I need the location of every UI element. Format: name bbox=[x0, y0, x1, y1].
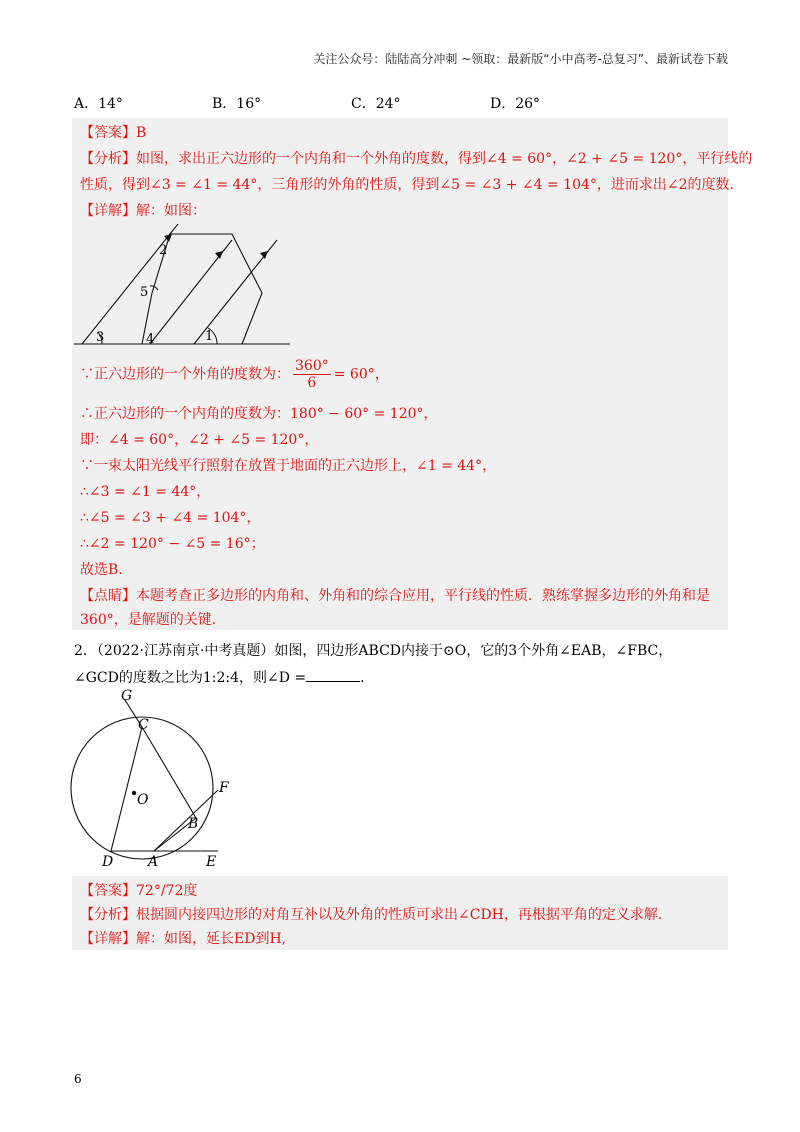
step1-suffix: = 60°， bbox=[333, 366, 389, 383]
detail-tag: 【详解】 bbox=[80, 203, 136, 219]
label-B: B bbox=[188, 816, 199, 832]
q1-step5: ∴∠3 = ∠1 = 44°， bbox=[80, 484, 211, 500]
q2-question-end: . bbox=[360, 670, 365, 686]
q2-question-line2 bbox=[74, 667, 365, 687]
q1-step4: ∵一束太阳光线平行照射在放置于地面的正六边形上，∠1 = 44°， bbox=[80, 458, 497, 474]
q2-answer-line bbox=[80, 880, 197, 900]
q1-step2: ∴正六边形的一个内角的度数为：180° − 60° = 120°， bbox=[80, 406, 438, 422]
analysis-tag: 【分析】 bbox=[80, 907, 136, 923]
page-number: 6 bbox=[74, 1072, 82, 1086]
analysis-text-1: 如图，求出正六边形的一个内角和一个外角的度数，得到∠4 = 60°，∠2 + ∠5 = 120°，平行线的 bbox=[136, 151, 753, 167]
q2-detail-line bbox=[80, 928, 286, 948]
circle-figure bbox=[66, 688, 236, 873]
option-b: B．16° bbox=[212, 96, 262, 112]
q1-analysis-line1 bbox=[80, 148, 752, 168]
answer-value: B bbox=[136, 125, 147, 141]
answer-blank bbox=[306, 669, 360, 682]
comment-tag: 【点睛】 bbox=[80, 588, 136, 604]
detail-text: 解：如图，延长ED到H, bbox=[136, 931, 287, 947]
option-d: D．26° bbox=[490, 96, 541, 112]
answer-tag: 【答案】 bbox=[80, 125, 136, 141]
page-header: 关注公众号：陆陆高分冲刺 ~领取：最新版“小中高考-总复习”、最新试卷下载 bbox=[313, 52, 728, 66]
label-D: D bbox=[102, 854, 114, 870]
q1-answer-line bbox=[80, 122, 146, 142]
detail-intro: 解：如图： bbox=[136, 203, 206, 219]
option-c: C．24° bbox=[351, 96, 401, 112]
label-A: A bbox=[148, 854, 159, 870]
hexagon-figure bbox=[72, 224, 302, 354]
answer-tag: 【答案】 bbox=[80, 883, 136, 899]
figure-label-1: 1 bbox=[205, 329, 214, 344]
figure-label-5: 5 bbox=[140, 285, 149, 300]
q1-comment-line1 bbox=[80, 585, 710, 605]
label-E: E bbox=[206, 854, 217, 870]
figure-label-3: 3 bbox=[96, 330, 105, 345]
analysis-text: 根据圆内接四边形的对角互补以及外角的性质可求出∠CDH，再根据平角的定义求解. bbox=[136, 907, 663, 923]
label-F: F bbox=[219, 780, 229, 796]
detail-tag: 【详解】 bbox=[80, 931, 136, 947]
q2-solution-block bbox=[72, 876, 728, 950]
q1-step6: ∴∠5 = ∠3 + ∠4 = 104°， bbox=[80, 510, 261, 526]
label-O: O bbox=[137, 792, 149, 808]
q1-options bbox=[74, 93, 674, 115]
comment-text-1: 本题考查正多边形的内角和、外角和的综合应用，平行线的性质．熟练掌握多边形的外角和是 bbox=[136, 588, 710, 604]
option-a: A．14° bbox=[74, 96, 123, 112]
q1-detail-line bbox=[80, 200, 206, 220]
figure-label-4: 4 bbox=[146, 332, 155, 347]
answer-value: 72°/72度 bbox=[136, 883, 198, 899]
fraction-numerator: 360° bbox=[295, 358, 329, 374]
figure-label-2: 2 bbox=[159, 243, 168, 258]
step1-fraction bbox=[293, 358, 331, 391]
q1-analysis-line2: 性质，得到∠3 = ∠1 = 44°，三角形的外角的性质，得到∠5 = ∠3 + ∠4 = 104°，进而求出∠2的度数. bbox=[80, 177, 734, 193]
q1-step1 bbox=[80, 358, 389, 391]
q2-question-text: ∠GCD的度数之比为1:2:4，则∠D = bbox=[74, 670, 307, 686]
step1-prefix: ∵正六边形的一个外角的度数为： bbox=[80, 366, 290, 383]
q1-conclusion: 故选B. bbox=[80, 562, 123, 578]
label-G: G bbox=[121, 688, 133, 704]
q1-comment-line2: 360°，是解题的关键. bbox=[80, 612, 217, 628]
fraction-denominator: 6 bbox=[307, 375, 317, 391]
q2-question-line1: 2．（2022·江苏南京·中考真题）如图，四边形ABCD内接于⊙O，它的3个外角∠EAB，∠FBC， bbox=[74, 643, 673, 659]
q1-solution-block bbox=[72, 118, 753, 630]
q2-analysis-line bbox=[80, 904, 662, 924]
analysis-tag: 【分析】 bbox=[80, 151, 136, 167]
label-C: C bbox=[138, 717, 149, 733]
q1-step7: ∴∠2 = 120° − ∠5 = 16°； bbox=[80, 536, 265, 552]
q1-step3: 即：∠4 = 60°，∠2 + ∠5 = 120°， bbox=[80, 432, 319, 448]
